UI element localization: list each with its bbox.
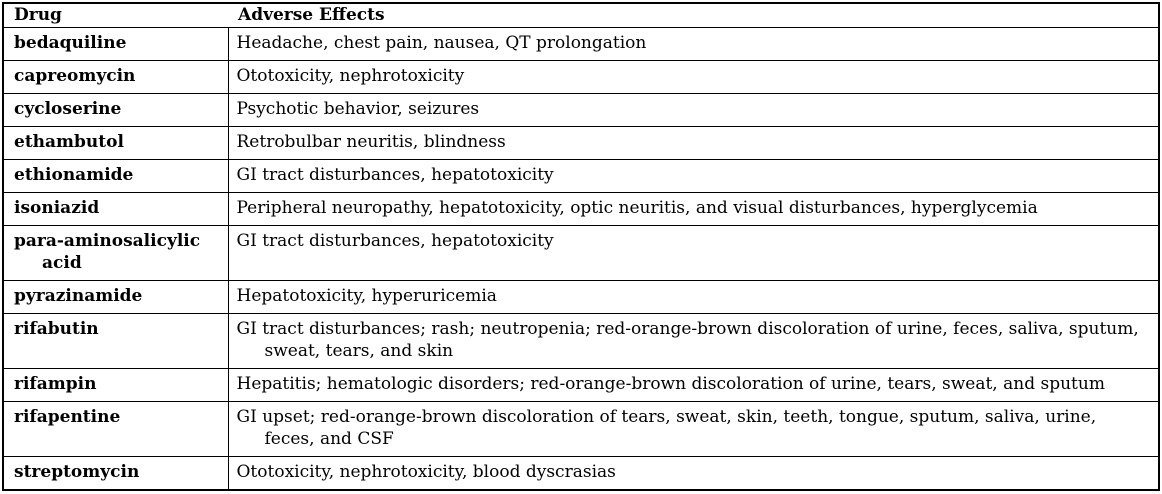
adverse-effects-cell: GI tract disturbances, hepatotoxicity bbox=[228, 160, 1159, 193]
drug-name-cell: cycloserine bbox=[3, 94, 228, 127]
adverse-effects-cell: Headache, chest pain, nausea, QT prolongation bbox=[228, 28, 1159, 61]
drug-name-cell: para-aminosalicylic acid bbox=[3, 226, 228, 281]
drug-name-cell: ethionamide bbox=[3, 160, 228, 193]
table-row bbox=[3, 226, 1159, 281]
table-row bbox=[3, 94, 1159, 127]
table-row bbox=[3, 314, 1159, 369]
adverse-effects-cell: Retrobulbar neuritis, blindness bbox=[228, 127, 1159, 160]
adverse-effects-cell: GI tract disturbances; rash; neutropenia; red-orange-brown discoloration of urine, feces, saliva, sputum, sweat, tears, and skin bbox=[228, 314, 1159, 369]
adverse-effects-cell: GI upset; red-orange-brown discoloration of tears, sweat, skin, teeth, tongue, sputum, saliva, urine, feces, and CSF bbox=[228, 402, 1159, 457]
table-row bbox=[3, 28, 1159, 61]
table-row bbox=[3, 160, 1159, 193]
table-row bbox=[3, 281, 1159, 314]
adverse-effects-cell: Psychotic behavior, seizures bbox=[228, 94, 1159, 127]
drug-name-cell: pyrazinamide bbox=[3, 281, 228, 314]
drug-name-cell: rifampin bbox=[3, 369, 228, 402]
table-row bbox=[3, 402, 1159, 457]
drug-name-cell: rifabutin bbox=[3, 314, 228, 369]
drug-name-cell: rifapentine bbox=[3, 402, 228, 457]
drug-name-cell: streptomycin bbox=[3, 457, 228, 491]
table-row bbox=[3, 127, 1159, 160]
drug-name-cell: bedaquiline bbox=[3, 28, 228, 61]
table-row bbox=[3, 61, 1159, 94]
adverse-effects-cell: Peripheral neuropathy, hepatotoxicity, optic neuritis, and visual disturbances, hyperglycemia bbox=[228, 193, 1159, 226]
adverse-effects-table bbox=[2, 2, 1160, 491]
drug-name-cell: capreomycin bbox=[3, 61, 228, 94]
column-header-adverse-effects: Adverse Effects bbox=[228, 3, 1159, 28]
adverse-effects-cell: Hepatotoxicity, hyperuricemia bbox=[228, 281, 1159, 314]
table-row bbox=[3, 369, 1159, 402]
adverse-effects-cell: Ototoxicity, nephrotoxicity bbox=[228, 61, 1159, 94]
adverse-effects-cell: GI tract disturbances, hepatotoxicity bbox=[228, 226, 1159, 281]
adverse-effects-cell: Ototoxicity, nephrotoxicity, blood dyscrasias bbox=[228, 457, 1159, 491]
drug-name-cell: ethambutol bbox=[3, 127, 228, 160]
drug-name-cell: isoniazid bbox=[3, 193, 228, 226]
header-row bbox=[3, 3, 1159, 28]
column-header-drug: Drug bbox=[3, 3, 228, 28]
table-row bbox=[3, 457, 1159, 491]
adverse-effects-cell: Hepatitis; hematologic disorders; red-orange-brown discoloration of urine, tears, sweat, and sputum bbox=[228, 369, 1159, 402]
table-row bbox=[3, 193, 1159, 226]
